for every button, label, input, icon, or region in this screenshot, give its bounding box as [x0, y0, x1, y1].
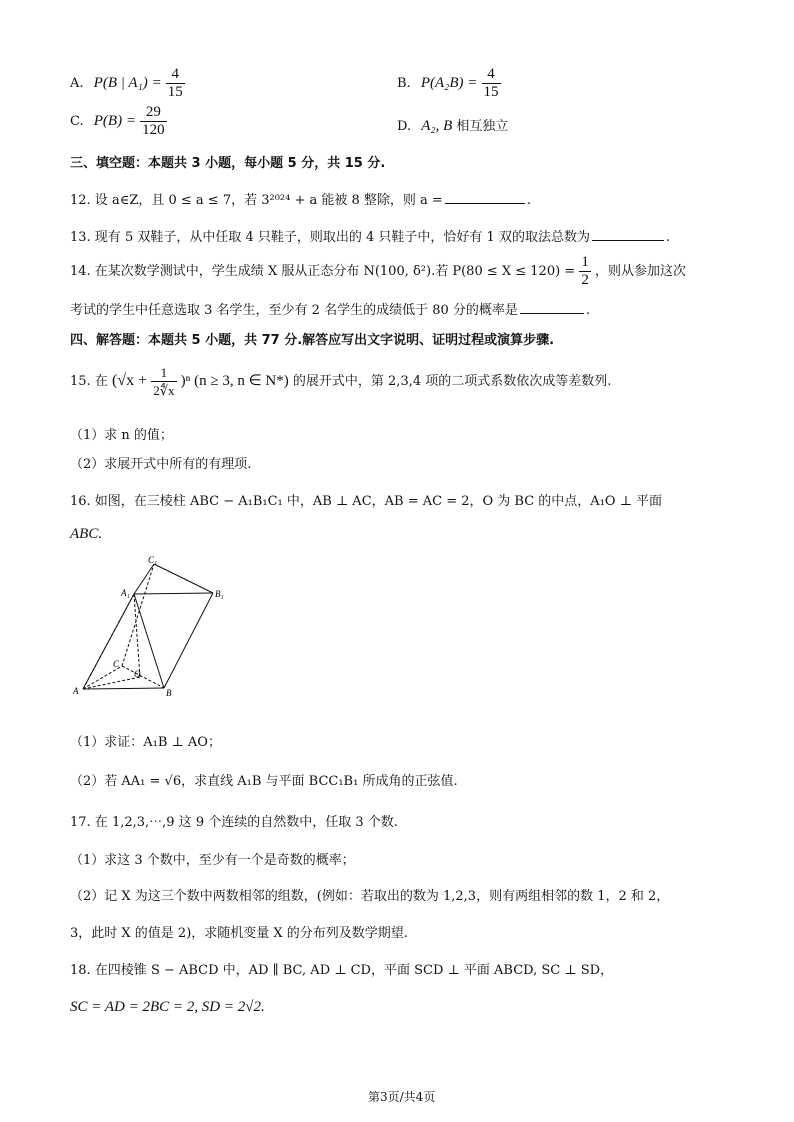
question-14-denominator: 2: [581, 272, 589, 288]
label-C: C: [113, 659, 120, 669]
option-d-label: D.: [397, 119, 412, 134]
question-12-text: 12. 设 a∈Z，且 0 ≤ a ≤ 7，若 3²⁰²⁴ + a 能被 8 整除，则 a =: [70, 193, 443, 208]
page-footer: 第3页/共4页: [368, 1090, 436, 1104]
question-14-blank: [520, 301, 584, 314]
option-a-fraction: [166, 66, 185, 101]
edge-A1-C1: [134, 564, 154, 594]
edge-C1-B1: [154, 564, 213, 593]
question-12-end: .: [526, 193, 531, 208]
question-14-fraction: [579, 254, 591, 289]
question-17-sub-2-b: 3，此时 X 的值是 2)，求随机变量 X 的分布列及数学期望.: [70, 926, 408, 941]
option-d-expr: A₂, B: [421, 118, 453, 134]
question-13-blank: [592, 228, 664, 241]
question-18-line-2: SC = AD = 2BC = 2, SD = 2√2.: [70, 999, 265, 1015]
question-14-numerator: 1: [581, 254, 589, 270]
question-16-line-2: ABC.: [70, 526, 103, 542]
question-14-text-a: 14. 在某次数学测试中，学生成绩 X 服从正态分布 N(100, δ²).若 P(80 ≤ X ≤ 120) =: [70, 264, 576, 279]
option-c: [70, 104, 167, 139]
question-15-numerator: 1: [151, 364, 176, 382]
option-c-numerator: 29: [140, 104, 167, 122]
question-16-line-1: 16. 如图，在三棱柱 ABC − A₁B₁C₁ 中，AB ⊥ AC，AB = AC = 2，O 为 BC 的中点，A₁O ⊥ 平面: [70, 494, 663, 509]
label-O: O: [134, 669, 141, 679]
question-17-line-1: 17. 在 1,2,3,⋯,9 这 9 个连续的自然数中，任取 3 个数.: [70, 815, 398, 830]
option-c-label: C.: [70, 114, 84, 129]
question-15-denominator: 2∜x: [153, 383, 175, 398]
edge-A1-B1: [134, 593, 213, 594]
option-b: [397, 66, 501, 101]
label-B: B: [166, 688, 172, 698]
question-17-sub-1: （1）求这 3 个数中，至少有一个是奇数的概率；: [70, 853, 355, 868]
edge-B-B1: [164, 593, 213, 688]
label-C1: C₁: [148, 555, 158, 565]
option-b-expr: P(A₂B) =: [420, 75, 478, 91]
segment-A-O: [83, 677, 140, 689]
question-15-line-1: [70, 364, 611, 399]
option-b-denominator: 15: [483, 84, 499, 100]
question-13-end: .: [665, 230, 671, 245]
question-18-line-1: 18. 在四棱锥 S − ABCD 中，AD ∥ BC, AD ⊥ CD，平面 SCD ⊥ 平面 ABCD, SC ⊥ SD，: [70, 963, 614, 978]
prism-figure: [70, 555, 245, 700]
question-16-sub-1: （1）求证：A₁B ⊥ AO；: [70, 735, 221, 750]
option-a-denominator: 15: [167, 84, 183, 100]
question-15-expr-a: (√x +: [111, 372, 148, 389]
question-14-text-b: ，则从参加这次: [594, 264, 686, 279]
option-a-expr: P(B | A₁) =: [93, 75, 162, 91]
label-B1: B₁: [215, 589, 224, 599]
question-13-text: 13. 现有 5 双鞋子，从中任取 4 只鞋子，则取出的 4 只鞋子中，恰好有 1 双的取法总数为: [70, 230, 590, 245]
option-a: [70, 66, 185, 101]
question-14-line-1: [70, 254, 686, 289]
question-14-text-2: 考试的学生中任意选取 3 名学生，至少有 2 名学生的成绩低于 80 分的概率是: [70, 303, 518, 318]
option-a-numerator: 4: [166, 66, 185, 84]
question-15-sub-1: （1）求 n 的值；: [70, 428, 173, 443]
edge-A-B: [83, 688, 164, 689]
option-c-fraction: [140, 104, 167, 139]
question-13: [70, 226, 670, 245]
question-12-blank: [445, 191, 525, 204]
label-A1: A₁: [121, 588, 130, 598]
question-17-sub-2-a: （2）记 X 为这三个数中两数相邻的组数，(例如：若取出的数为 1,2,3，则有两组相邻的数 1，2 和 2，: [70, 889, 670, 904]
question-15-suffix: 的展开式中，第 2,3,4 项的二项式系数依次成等差数列.: [292, 374, 612, 389]
section-3-title: 三、填空题：本题共 3 小题，每小题 5 分，共 15 分.: [70, 156, 386, 171]
option-d: [397, 115, 508, 135]
option-d-text: 相互独立: [456, 119, 509, 134]
question-15-prefix: 15. 在: [70, 374, 108, 389]
question-15-sub-2: （2）求展开式中所有的有理项.: [70, 457, 252, 472]
label-A: A: [73, 686, 79, 696]
option-c-denominator: 120: [142, 122, 165, 138]
option-b-numerator: 4: [482, 66, 501, 84]
section-4-title: 四、解答题：本题共 5 小题，共 77 分.解答应写出文字说明、证明过程或演算步骤.: [70, 333, 555, 348]
question-14-end: .: [585, 303, 591, 318]
option-b-fraction: [482, 66, 501, 101]
question-16-sub-2: （2）若 AA₁ = √6，求直线 A₁B 与平面 BCC₁B₁ 所成角的正弦值.: [70, 774, 458, 789]
option-c-expr: P(B) =: [93, 113, 136, 129]
question-15-fraction: [151, 364, 176, 399]
question-12: [70, 189, 531, 208]
option-a-label: A.: [70, 76, 84, 91]
question-14-line-2: [70, 299, 590, 318]
option-b-label: B.: [397, 76, 411, 91]
segment-A1-O: [134, 594, 140, 677]
question-15-expr-b: )ⁿ (n ≥ 3, n ∈ N*): [180, 373, 289, 389]
